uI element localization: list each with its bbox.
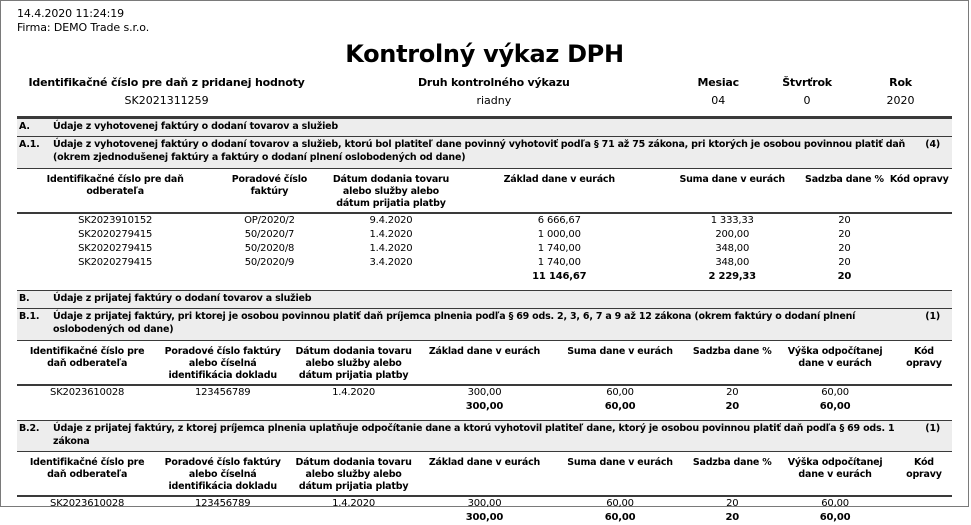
year-value: 2020: [886, 93, 915, 107]
section-a1-header: [17, 137, 952, 169]
cell: SK2020279415: [78, 229, 153, 241]
table-a1: [17, 171, 952, 284]
cell: 20: [838, 215, 851, 227]
cell: OP/2020/2: [244, 215, 295, 227]
table-header-row: [17, 343, 952, 385]
field-year: [849, 76, 952, 107]
cell: 60,00: [821, 498, 849, 510]
cell: [887, 213, 953, 228]
header-cell: Poradové číslo faktúry alebo číselná identifikácia dokladu: [157, 343, 288, 385]
cell: [896, 385, 952, 400]
header-cell: Výška odpočítanej dane v eurách: [774, 454, 896, 496]
report-top-meta: [17, 7, 952, 36]
total-cell: 60,00: [819, 401, 851, 413]
section-b-header: [17, 290, 952, 310]
section-title: Údaje z vyhotovenej faktúry o dodaní tovarov a služieb, ktorú bol platiteľ dane povinný vyhotoviť podľa § 71 až 75 zákona, pri ktorých je osobou povinnou platiť daň (okrem zjednodušenej faktúry a faktúry o dodaní plnení oslobodených od dane): [53, 139, 906, 164]
section-code: B.: [19, 292, 30, 304]
section-a-header: [17, 118, 952, 138]
vat-id-label: Identifikačné číslo pre daň z pridanej hodnoty: [28, 75, 305, 89]
total-cell: [17, 270, 213, 284]
total-cell: 20: [837, 271, 852, 283]
cell: 1.4.2020: [332, 498, 376, 510]
section-record-count: (4): [925, 139, 940, 151]
total-cell: [213, 270, 325, 284]
header-cell: Poradové číslo faktúry: [213, 171, 325, 213]
header-cell: Dátum dodania tovaru alebo služby alebo dátum prijatia platby: [326, 171, 457, 213]
total-cell: [288, 400, 419, 414]
cell: 1.4.2020: [332, 387, 376, 399]
cell: 20: [838, 243, 851, 255]
header-cell: Kód opravy: [896, 454, 952, 496]
cell: 50/2020/7: [244, 229, 295, 241]
header-cell: Kód opravy: [896, 343, 952, 385]
cell: 123456789: [194, 498, 251, 510]
section-title: Údaje z prijatej faktúry, pri ktorej je osobou povinnou platiť daň príjemca plnenia podľa § 69 ods. 2, 3, 6, 7 a 9 až 12 zákona (okrem faktúry o dodaní plnení oslobodených od dane): [53, 311, 856, 336]
report-datetime: 14.4.2020 11:24:19: [17, 7, 125, 20]
total-cell: [157, 511, 288, 525]
section-b1-header: [17, 309, 952, 341]
table-totals-row: [17, 511, 952, 525]
section-title: Údaje z prijatej faktúry, z ktorej príjemca plnenia uplatňuje odpočítanie dane a ktorú vyhotovil platiteľ dane, ktorý je osobou povinnou platiť daň podľa § 69 ods. 1 zákona: [53, 422, 895, 447]
header-cell: Základ dane v eurách: [419, 454, 550, 496]
month-value: 04: [711, 93, 726, 107]
cell: 1 333,33: [710, 215, 754, 227]
cell: 9.4.2020: [369, 215, 413, 227]
section-title: Údaje z vyhotovenej faktúry o dodaní tovarov a služieb: [53, 120, 338, 132]
company-name: Firma: DEMO Trade s.r.o.: [17, 21, 150, 35]
table-totals-row: [17, 400, 952, 414]
cell: 1 000,00: [537, 229, 581, 241]
cell: 123456789: [194, 387, 251, 399]
table-row: [17, 496, 952, 511]
header-cell: Suma dane v eurách: [662, 171, 802, 213]
total-cell: [896, 511, 952, 525]
field-statement-type: [316, 76, 671, 107]
vat-id-value: SK2021311259: [124, 93, 209, 107]
total-cell: [326, 270, 457, 284]
header-cell: Sadzba dane %: [802, 171, 886, 213]
year-label: Rok: [889, 75, 912, 89]
header-cell: Identifikačné číslo pre daň odberateľa: [17, 343, 157, 385]
table-row: [17, 228, 952, 242]
cell: 1 740,00: [537, 243, 581, 255]
section-record-count: (1): [925, 422, 940, 434]
total-cell: 60,00: [604, 401, 636, 413]
header-cell: Výška odpočítanej dane v eurách: [774, 343, 896, 385]
table-totals-row: [17, 270, 952, 284]
cell: 50/2020/9: [244, 257, 295, 269]
total-cell: [896, 400, 952, 414]
cell: 300,00: [467, 387, 502, 399]
cell: 6 666,67: [537, 215, 581, 227]
table-row: [17, 256, 952, 270]
total-cell: [288, 511, 419, 525]
table-row: [17, 242, 952, 256]
header-cell: Kód opravy: [887, 171, 953, 213]
header-cell: Sadzba dane %: [690, 454, 774, 496]
cell: 1.4.2020: [369, 229, 413, 241]
month-label: Mesiac: [697, 75, 739, 89]
section-code: A.: [19, 120, 30, 132]
total-cell: 300,00: [465, 401, 504, 413]
table-header-row: [17, 171, 952, 213]
cell: SK2020279415: [78, 257, 153, 269]
cell: 348,00: [715, 257, 750, 269]
header-cell: Identifikačné číslo pre daň odberateľa: [17, 171, 213, 213]
total-cell: [17, 400, 157, 414]
page-title: Kontrolný výkaz DPH: [345, 39, 624, 68]
section-code: B.2.: [19, 422, 40, 434]
cell: [887, 242, 953, 256]
section-code: A.1.: [19, 139, 40, 151]
table-b1: [17, 343, 952, 414]
cell: 1.4.2020: [369, 243, 413, 255]
report-header-fields: [17, 76, 952, 107]
cell: 60,00: [606, 498, 634, 510]
total-cell: 300,00: [465, 512, 504, 524]
cell: 20: [838, 257, 851, 269]
cell: 348,00: [715, 243, 750, 255]
cell: 3.4.2020: [369, 257, 413, 269]
cell: [887, 256, 953, 270]
total-cell: 60,00: [819, 512, 851, 524]
cell: [896, 496, 952, 511]
table-header-row: [17, 454, 952, 496]
table-row: [17, 213, 952, 228]
cell: 200,00: [715, 229, 750, 241]
header-cell: Suma dane v eurách: [550, 454, 690, 496]
field-quarter: [765, 76, 849, 107]
cell: 1 740,00: [537, 257, 581, 269]
field-month: [671, 76, 765, 107]
total-cell: [157, 400, 288, 414]
statement-type-value: riadny: [476, 93, 512, 107]
header-cell: Dátum dodania tovaru alebo služby alebo dátum prijatia platby: [288, 343, 419, 385]
cell: 20: [726, 498, 739, 510]
cell: 20: [726, 387, 739, 399]
header-cell: Suma dane v eurách: [550, 343, 690, 385]
header-cell: Poradové číslo faktúry alebo číselná identifikácia dokladu: [157, 454, 288, 496]
header-cell: Dátum dodania tovaru alebo služby alebo dátum prijatia platby: [288, 454, 419, 496]
total-cell: [17, 511, 157, 525]
cell: SK2023910152: [78, 215, 153, 227]
cell: SK2023610028: [50, 387, 125, 399]
table-b2: [17, 454, 952, 525]
cell: 50/2020/8: [244, 243, 295, 255]
header-cell: Sadzba dane %: [690, 343, 774, 385]
cell: [887, 228, 953, 242]
cell: SK2020279415: [78, 243, 153, 255]
total-cell: [887, 270, 953, 284]
total-cell: 11 146,67: [532, 271, 587, 283]
cell: 20: [838, 229, 851, 241]
statement-type-label: Druh kontrolného výkazu: [417, 75, 570, 89]
field-vat-id: [17, 76, 316, 107]
section-title: Údaje z prijatej faktúry o dodaní tovarov a služieb: [53, 292, 312, 304]
cell: SK2023610028: [50, 498, 125, 510]
total-cell: 20: [725, 512, 739, 524]
total-cell: 20: [725, 401, 739, 413]
header-cell: Identifikačné číslo pre daň odberateľa: [17, 454, 157, 496]
table-row: [17, 385, 952, 400]
header-cell: Základ dane v eurách: [419, 343, 550, 385]
total-cell: 2 229,33: [708, 271, 756, 283]
cell: 300,00: [467, 498, 502, 510]
section-record-count: (1): [925, 311, 940, 323]
quarter-value: 0: [803, 93, 811, 107]
cell: 60,00: [821, 387, 849, 399]
quarter-label: Štvrťrok: [782, 75, 832, 89]
section-b2-header: [17, 420, 952, 453]
header-cell: Základ dane v eurách: [456, 171, 662, 213]
total-cell: 60,00: [604, 512, 636, 524]
section-code: B.1.: [19, 311, 40, 323]
cell: 60,00: [606, 387, 634, 399]
